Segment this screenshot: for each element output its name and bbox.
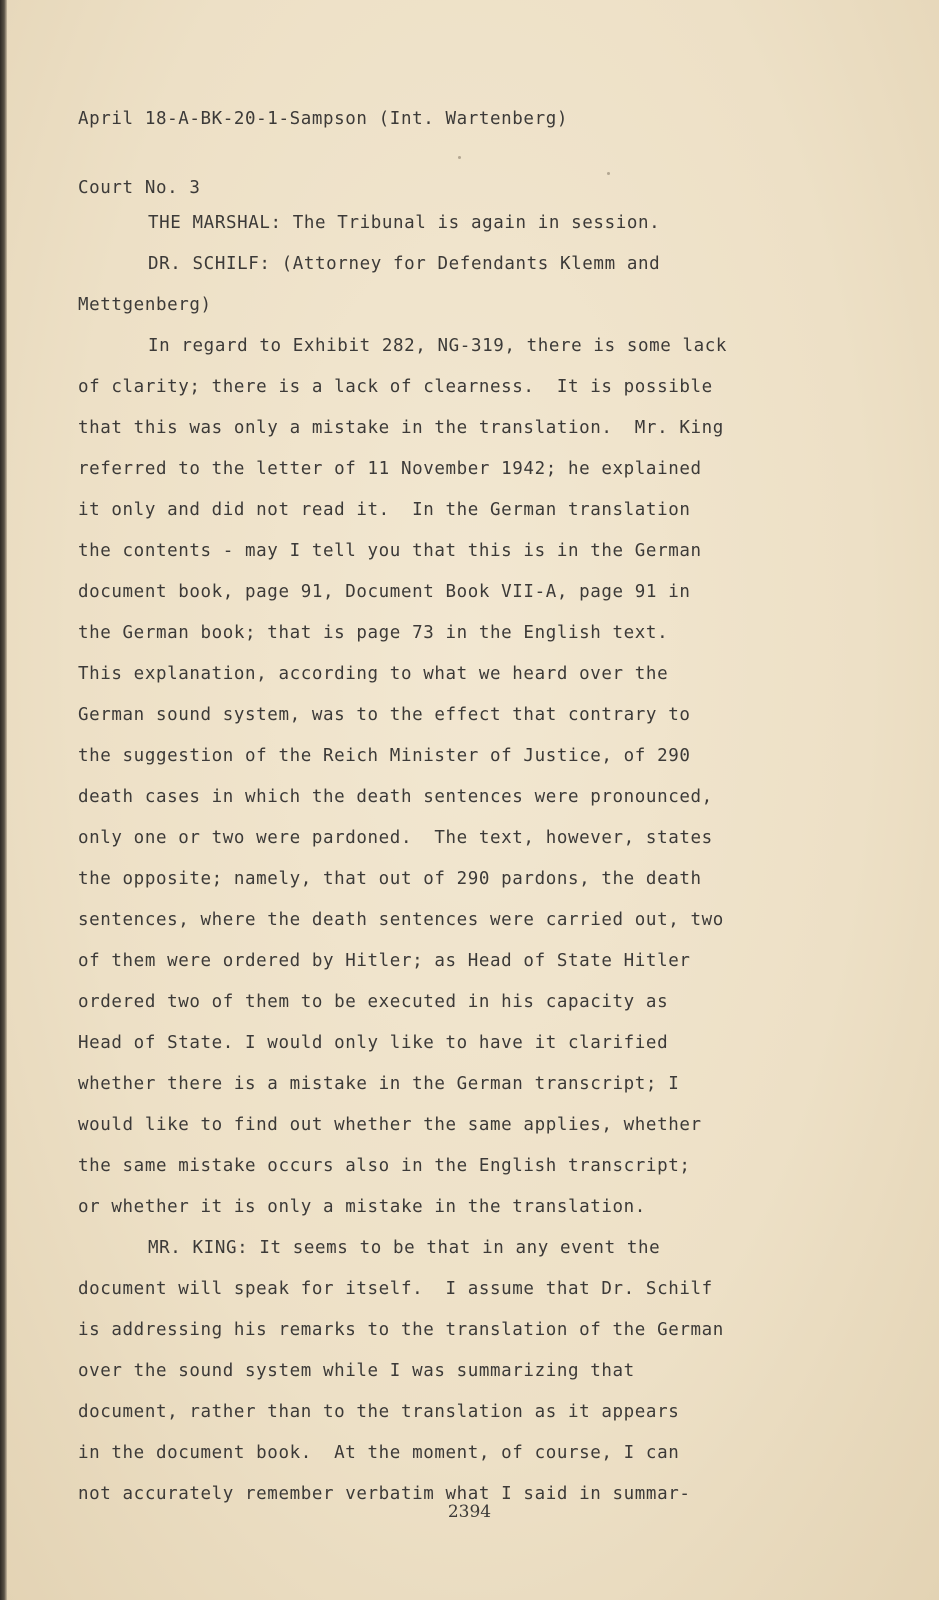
transcript-line: Mettgenberg) [78, 295, 212, 315]
transcript-line: the contents - may I tell you that this is in the German [78, 541, 702, 561]
transcript-line: only one or two were pardoned. The text, however, states [78, 828, 713, 848]
scan-edge [0, 0, 7, 1600]
transcript-line: or whether it is only a mistake in the translation. [78, 1197, 646, 1217]
transcript-line: ordered two of them to be executed in his capacity as [78, 992, 669, 1012]
transcript-line: the suggestion of the Reich Minister of Justice, of 290 [78, 746, 691, 766]
transcript-body [78, 203, 908, 1515]
page-number: 2394 [447, 1502, 492, 1522]
transcript-line: referred to the letter of 11 November 1942; he explained [78, 459, 702, 479]
transcript-line: of clarity; there is a lack of clearness. It is possible [78, 377, 713, 397]
header-session-line: April 18-A-BK-20-1-Sampson (Int. Wartenberg) [78, 109, 568, 129]
transcript-line: Head of State. I would only like to have it clarified [78, 1033, 669, 1053]
transcript-line: is addressing his remarks to the translation of the German [78, 1320, 724, 1340]
transcript-line: the German book; that is page 73 in the English text. [78, 623, 669, 643]
transcript-line: document, rather than to the translation as it appears [78, 1402, 680, 1422]
transcript-line: THE MARSHAL: The Tribunal is again in session. [148, 213, 661, 233]
paper-speck [607, 172, 610, 175]
transcript-line: it only and did not read it. In the German translation [78, 500, 691, 520]
transcript-line: whether there is a mistake in the German transcript; I [78, 1074, 680, 1094]
transcript-line: would like to find out whether the same applies, whether [78, 1115, 702, 1135]
transcript-line: In regard to Exhibit 282, NG-319, there is some lack [148, 336, 728, 356]
transcript-line: document will speak for itself. I assume that Dr. Schilf [78, 1279, 713, 1299]
transcript-line: death cases in which the death sentences were pronounced, [78, 787, 713, 807]
transcript-line: over the sound system while I was summarizing that [78, 1361, 635, 1381]
transcript-line: German sound system, was to the effect that contrary to [78, 705, 691, 725]
transcript-line: MR. KING: It seems to be that in any event the [148, 1238, 661, 1258]
transcript-line: not accurately remember verbatim what I said in summar- [78, 1484, 691, 1504]
transcript-line: This explanation, according to what we heard over the [78, 664, 669, 684]
transcript-line: that this was only a mistake in the translation. Mr. King [78, 418, 724, 438]
transcript-line: in the document book. At the moment, of course, I can [78, 1443, 680, 1463]
transcript-line: the same mistake occurs also in the English transcript; [78, 1156, 691, 1176]
transcript-line: of them were ordered by Hitler; as Head of State Hitler [78, 951, 691, 971]
header-court-line: Court No. 3 [78, 178, 201, 198]
transcript-line: the opposite; namely, that out of 290 pardons, the death [78, 869, 702, 889]
transcript-line: document book, page 91, Document Book VII-A, page 91 in [78, 582, 691, 602]
transcript-line: sentences, where the death sentences were carried out, two [78, 910, 724, 930]
transcript-line: DR. SCHILF: (Attorney for Defendants Klemm and [148, 254, 661, 274]
